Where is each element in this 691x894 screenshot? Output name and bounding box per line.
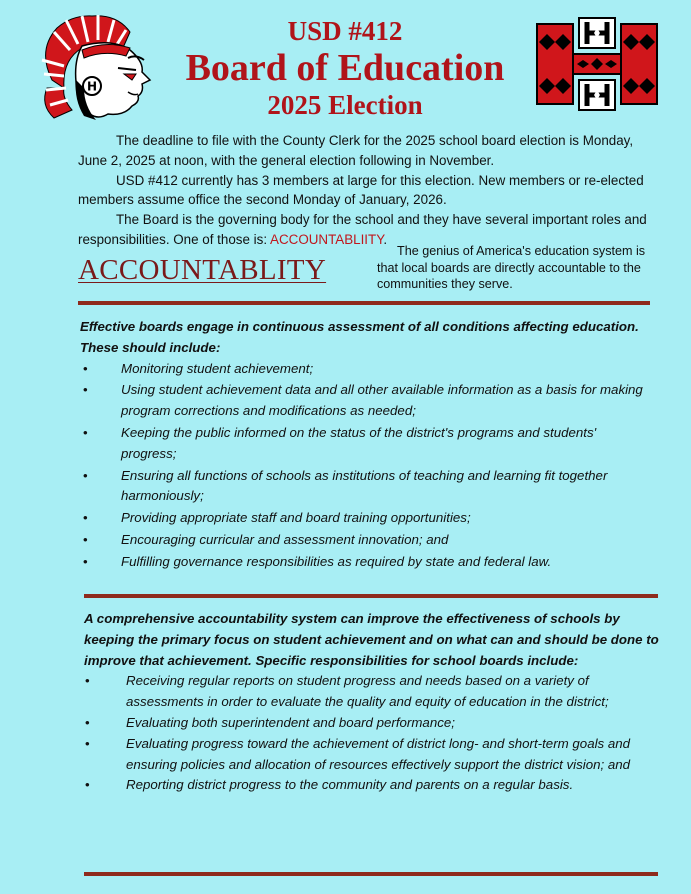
intro-board-text: The Board is the governing body for the school and they have several important roles and responsibilities. One of those is: (78, 212, 647, 247)
list-item-text: Using student achievement data and all other available information as a basis for making program corrections and modifications as needed; (121, 382, 643, 419)
district-title: USD #412 (287, 16, 403, 46)
accountability-blurb-text: The genius of America's education system is that local boards are directly accountable to the communities they serve. (377, 244, 646, 291)
list-item (80, 552, 650, 573)
list-item (80, 508, 650, 529)
bullet-icon: • (83, 360, 88, 376)
accountability-heading: ACCOUNTABLITY (78, 254, 327, 286)
logo-badge-letter: H (86, 79, 98, 94)
list-item (84, 671, 659, 713)
divider-rule (78, 301, 650, 305)
bullet-icon: • (83, 467, 88, 483)
divider-rule (84, 872, 658, 876)
list-item-text: Providing appropriate staff and board training opportunities; (121, 510, 471, 526)
list-item-text: Monitoring student achievement; (121, 360, 314, 376)
title-block (160, 14, 530, 122)
assessment-list (80, 359, 650, 573)
list-item-text: Reporting district progress to the community and parents on a regular basis. (126, 777, 574, 793)
list-item-text: Evaluating both superintendent and board performance; (126, 714, 455, 730)
bullet-icon: • (83, 510, 88, 526)
list-item (84, 734, 659, 776)
assessment-section (80, 317, 650, 574)
intro-board-end: . (383, 231, 388, 247)
responsibilities-lead: A comprehensive accountability system can improve the effectiveness of schools by keeping the primary focus on student achievement and on what can and should be done to improve that achievement. Specific responsibilities for school boards include: (84, 611, 659, 668)
list-item-text: Evaluating progress toward the achievement of district long- and short-term goals and ensuring policies and allocation of resources effectively support the district vision; and (126, 735, 631, 772)
intro-paragraph-members: USD #412 currently has 3 members at large for this election. New members or re-elected members assume office the second Monday of January, 2026. (78, 172, 644, 208)
bullet-icon: • (85, 777, 90, 793)
accountability-blurb (377, 243, 657, 293)
list-item-text: Keeping the public informed on the status of the district's programs and students' progress; (121, 424, 597, 461)
list-item-text: Receiving regular reports on student progress and needs based on a variety of assessments in order to evaluate the quality and equity of education in the district; (126, 673, 609, 710)
indian-head-logo (32, 10, 162, 122)
bullet-icon: • (83, 424, 88, 440)
list-item-text: Fulfilling governance responsibilities as required by state and federal law. (121, 553, 552, 569)
board-title: Board of Education (185, 47, 505, 89)
list-item (80, 359, 650, 380)
list-item (80, 380, 650, 422)
assessment-lead: Effective boards engage in continuous assessment of all conditions affecting education. These should include: (80, 319, 639, 355)
bullet-icon: • (85, 735, 90, 751)
list-item-text: Ensuring all functions of schools as institutions of teaching and learning fit together harmoniously; (121, 467, 608, 504)
responsibilities-section (84, 609, 659, 796)
list-item (84, 713, 659, 734)
h-emblem-logo (533, 14, 661, 114)
bullet-icon: • (85, 714, 90, 730)
intro-text (78, 131, 658, 250)
bullet-icon: • (85, 673, 90, 689)
list-item (80, 530, 650, 551)
divider-rule (84, 594, 658, 598)
bullet-icon: • (83, 531, 88, 547)
list-item (80, 423, 650, 465)
accountability-highlight: ACCOUNTABLIITY (270, 231, 384, 247)
list-item (80, 466, 650, 508)
bullet-icon: • (83, 553, 88, 569)
list-item (84, 775, 659, 796)
intro-paragraph-deadline: The deadline to file with the County Clerk for the 2025 school board election is Monday, June 2, 2025 at noon, with the general election following in November. (78, 133, 634, 168)
list-item-text: Encouraging curricular and assessment innovation; and (121, 531, 449, 547)
bullet-icon: • (83, 382, 88, 398)
election-title: 2025 Election (267, 90, 423, 120)
responsibilities-list (84, 671, 659, 796)
